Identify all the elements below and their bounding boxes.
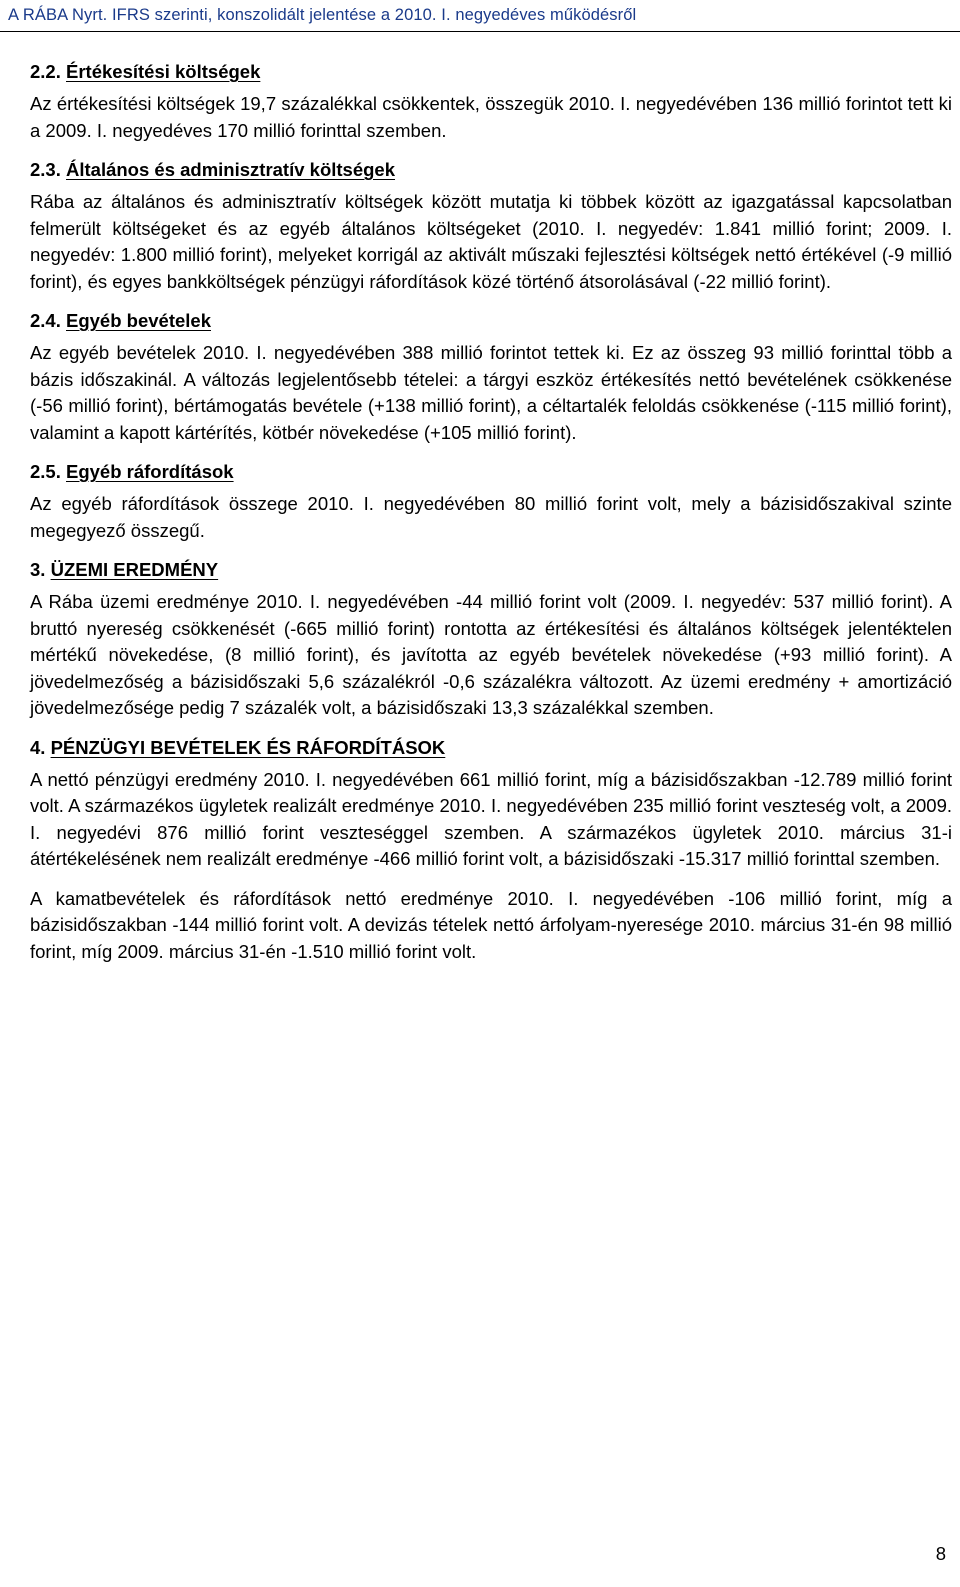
section-title: PÉNZÜGYI BEVÉTELEK ÉS RÁFORDÍTÁSOK [50, 736, 446, 758]
section-number: 3. [30, 559, 46, 580]
section-number: 2.3. [30, 159, 61, 180]
paragraph: A Rába üzemi eredménye 2010. I. negyedévében -44 millió forint volt (2009. I. negyedév: 537 millió forint). A bruttó nyereség csökkenését (-665 millió forint) rontotta az értékesítési és általános költségek jelentéktelen mértékű növekedése, (8 millió forint), és javította az egyéb bevételek növekedése (+93 millió forint). A jövedelmezőség a bázisidőszaki 5,6 százalékról -0,6 százalékra változott. Az üzemi eredmény + amortizáció jövedelmezősége pedig 7 százalék volt, a bázisidőszaki 13,3 százalékkal szemben. [30, 591, 952, 718]
section-heading [30, 459, 952, 485]
section-heading [30, 735, 952, 761]
paragraph: A nettó pénzügyi eredmény 2010. I. negyedévében 661 millió forint, míg a bázisidőszakban -12.789 millió forint volt. A származékos ügyletek realizált eredménye 2010. I. negyedévében 235 millió forint veszteség volt, a 2009. I. negyedévi 876 millió forint veszteséggel szemben. A származékos ügyletek 2010. március 31-i átértékelésének nem realizált eredménye -466 millió forint volt, a bázisidőszaki -15.317 millió forinttal szemben. [30, 768, 952, 869]
header-divider [0, 31, 960, 32]
paragraph: Az egyéb ráfordítások összege 2010. I. negyedévében 80 millió forint volt, mely a bázisidőszakival szinte megegyező összegű. [30, 493, 952, 541]
paragraph: Az értékesítési költségek 19,7 százalékkal csökkentek, összegük 2010. I. negyedévében 136 millió forintot tett ki a 2009. I. negyedéves 170 millió forinttal szemben. [30, 93, 952, 141]
running-header: A RÁBA Nyrt. IFRS szerinti, konszolidált jelentése a 2010. I. negyedéves működésről [8, 6, 637, 24]
section-2-5 [30, 459, 952, 544]
section-title: Egyéb bevételek [66, 310, 211, 331]
section-number: 2.2. [30, 61, 61, 82]
section-title: Értékesítési költségek [66, 61, 261, 82]
section-title: Egyéb ráfordítások [66, 461, 234, 482]
page-number: 8 [935, 1543, 946, 1564]
section-heading [30, 59, 952, 85]
section-3 [30, 557, 952, 722]
section-heading [30, 557, 952, 583]
section-number: 4. [30, 736, 46, 758]
section-4 [30, 735, 952, 966]
section-heading [30, 157, 952, 183]
paragraph: Rába az általános és adminisztratív költségek között mutatja ki többek között az igazgatással kapcsolatban felmerült költségeket és az egyéb általános költségeket (2010. I. negyedév: 1.841 millió forint; 2009. I. negyedév: 1.800 millió forint), melyeket korrigál az aktivált műszaki fejlesztési költségek nettó értékével (-9 millió forint), és egyes bankköltségek pénzügyi ráfordítások közé történő átsorolásával (-22 millió forint). [30, 191, 952, 292]
section-2-2 [30, 59, 952, 144]
section-2-4 [30, 308, 952, 446]
section-number: 2.4. [30, 310, 61, 331]
section-2-3 [30, 157, 952, 295]
section-number: 2.5. [30, 461, 61, 482]
section-title: Általános és adminisztratív költségek [66, 159, 396, 180]
paragraph: A kamatbevételek és ráfordítások nettó eredménye 2010. I. negyedévében -106 millió forint, míg a bázisidőszakban -144 millió forint volt. A devizás tételek nettó árfolyam-nyeresége 2010. március 31-én 98 millió forint, míg 2009. március 31-én -1.510 millió forint volt. [30, 887, 952, 962]
document-body [30, 59, 952, 978]
section-title: ÜZEMI EREDMÉNY [50, 559, 219, 580]
section-heading [30, 308, 952, 334]
paragraph: Az egyéb bevételek 2010. I. negyedévében 388 millió forintot tettek ki. Ez az összeg 93 millió forinttal több a bázis időszakinál. A változás legjelentősebb tételei: a tárgyi eszköz értékesítés nettó bevételének csökkenése (-56 millió forint), bértámogatás bevétele (+138 millió forint), a céltartalék feloldás csökkenése (-115 millió forint), valamint a kapott kártérítés, kötbér növekedése (+105 millió forint). [30, 342, 952, 443]
